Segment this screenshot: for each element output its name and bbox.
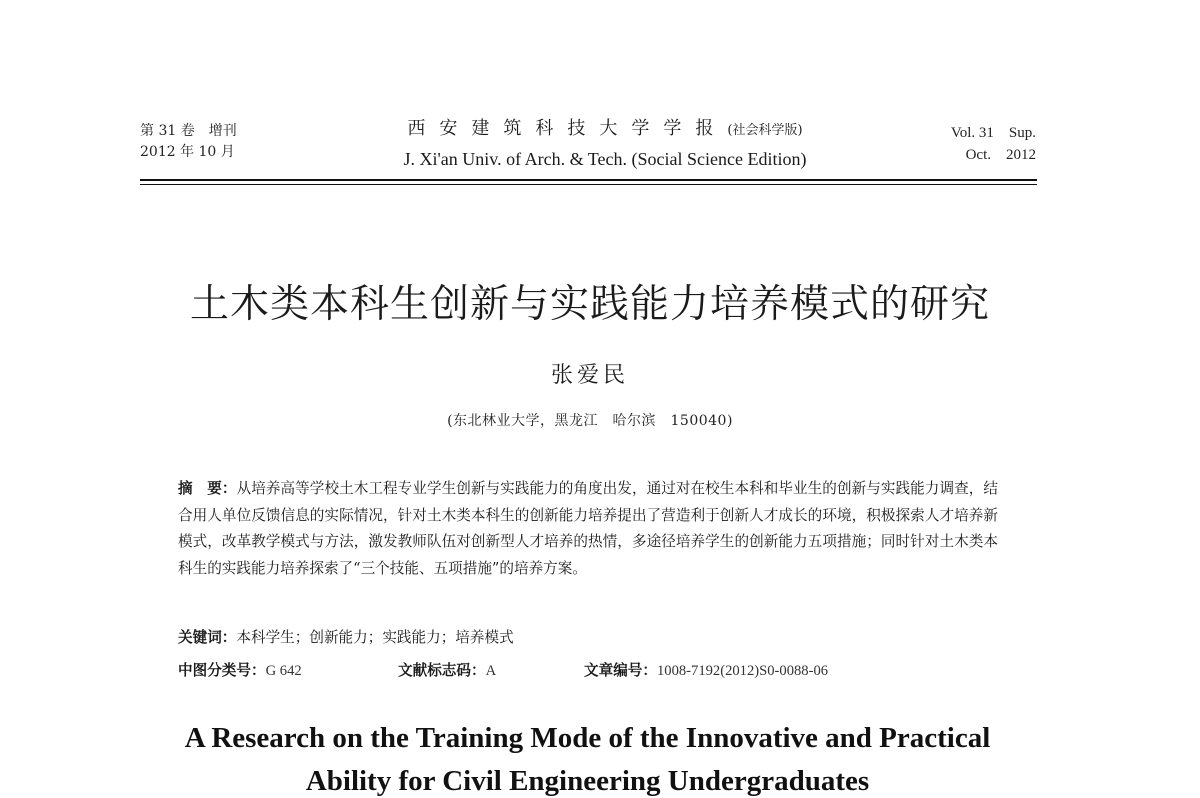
- abstract: [178, 476, 998, 582]
- keywords: [178, 626, 514, 647]
- article-title-en-line2: Ability for Civil Engineering Undergraduates: [305, 765, 870, 797]
- author-name: 张爱民: [550, 363, 629, 388]
- header-rule-thin: [140, 184, 1037, 185]
- volume-cn: 第 31 卷 增刊: [140, 123, 237, 139]
- article-id: [584, 659, 828, 680]
- abstract-label: 摘 要：: [178, 480, 237, 497]
- clc-value: G 642: [265, 663, 302, 679]
- keywords-text: 本科学生；创新能力；实践能力；培养模式: [236, 629, 514, 646]
- journal-edition-cn: (社会科学版): [727, 123, 803, 138]
- keywords-label: 关键词：: [178, 629, 237, 646]
- journal-title-cn: 西安建筑科技大学学报: [407, 118, 728, 139]
- issue-info-cn: [140, 121, 237, 163]
- article-id-label: 文章编号：: [584, 662, 657, 679]
- date-en: Oct. 2012: [965, 147, 1036, 163]
- abstract-text: 从培养高等学校土木工程专业学生创新与实践能力的角度出发，通过对在校生本科和毕业生的创新与实践能力调查，结合用人单位反馈信息的实际情况，针对土木类本科生的创新能力培养提出了营造利于创新人才成长的环境，积极探索人才培养新模式，改革教学模式与方法，激发教师队伍对创新型人才培养的热情，多途径培养学生的创新能力五项措施；同时针对土木类本科生的实践能力培养探索了“三个技能、五项措施”的培养方案。: [178, 480, 998, 577]
- document-code-value: A: [485, 663, 497, 679]
- article-title-cn: 土木类本科生创新与实践能力培养模式的研究: [189, 282, 990, 327]
- author-affiliation: (东北林业大学，黑龙江 哈尔滨 150040): [447, 413, 733, 429]
- header-rule-thick: [140, 179, 1037, 181]
- journal-name-en: J. Xi'an Univ. of Arch. & Tech. (Social Science Edition): [403, 149, 807, 169]
- clc-number: [178, 659, 302, 680]
- document-code: [398, 659, 496, 680]
- journal-name: [300, 116, 910, 171]
- document-code-label: 文献标志码：: [398, 662, 486, 679]
- volume-en: Vol. 31 Sup.: [950, 125, 1036, 141]
- date-cn: 2012 年 10 月: [140, 144, 235, 160]
- article-id-value: 1008-7192(2012)S0-0088-06: [656, 663, 829, 679]
- clc-label: 中图分类号：: [178, 662, 266, 679]
- article-title-en-line1: A Research on the Training Mode of the Innovative and Practical: [184, 722, 991, 754]
- issue-info-en: [918, 122, 1036, 166]
- journal-name-cn: [300, 116, 910, 144]
